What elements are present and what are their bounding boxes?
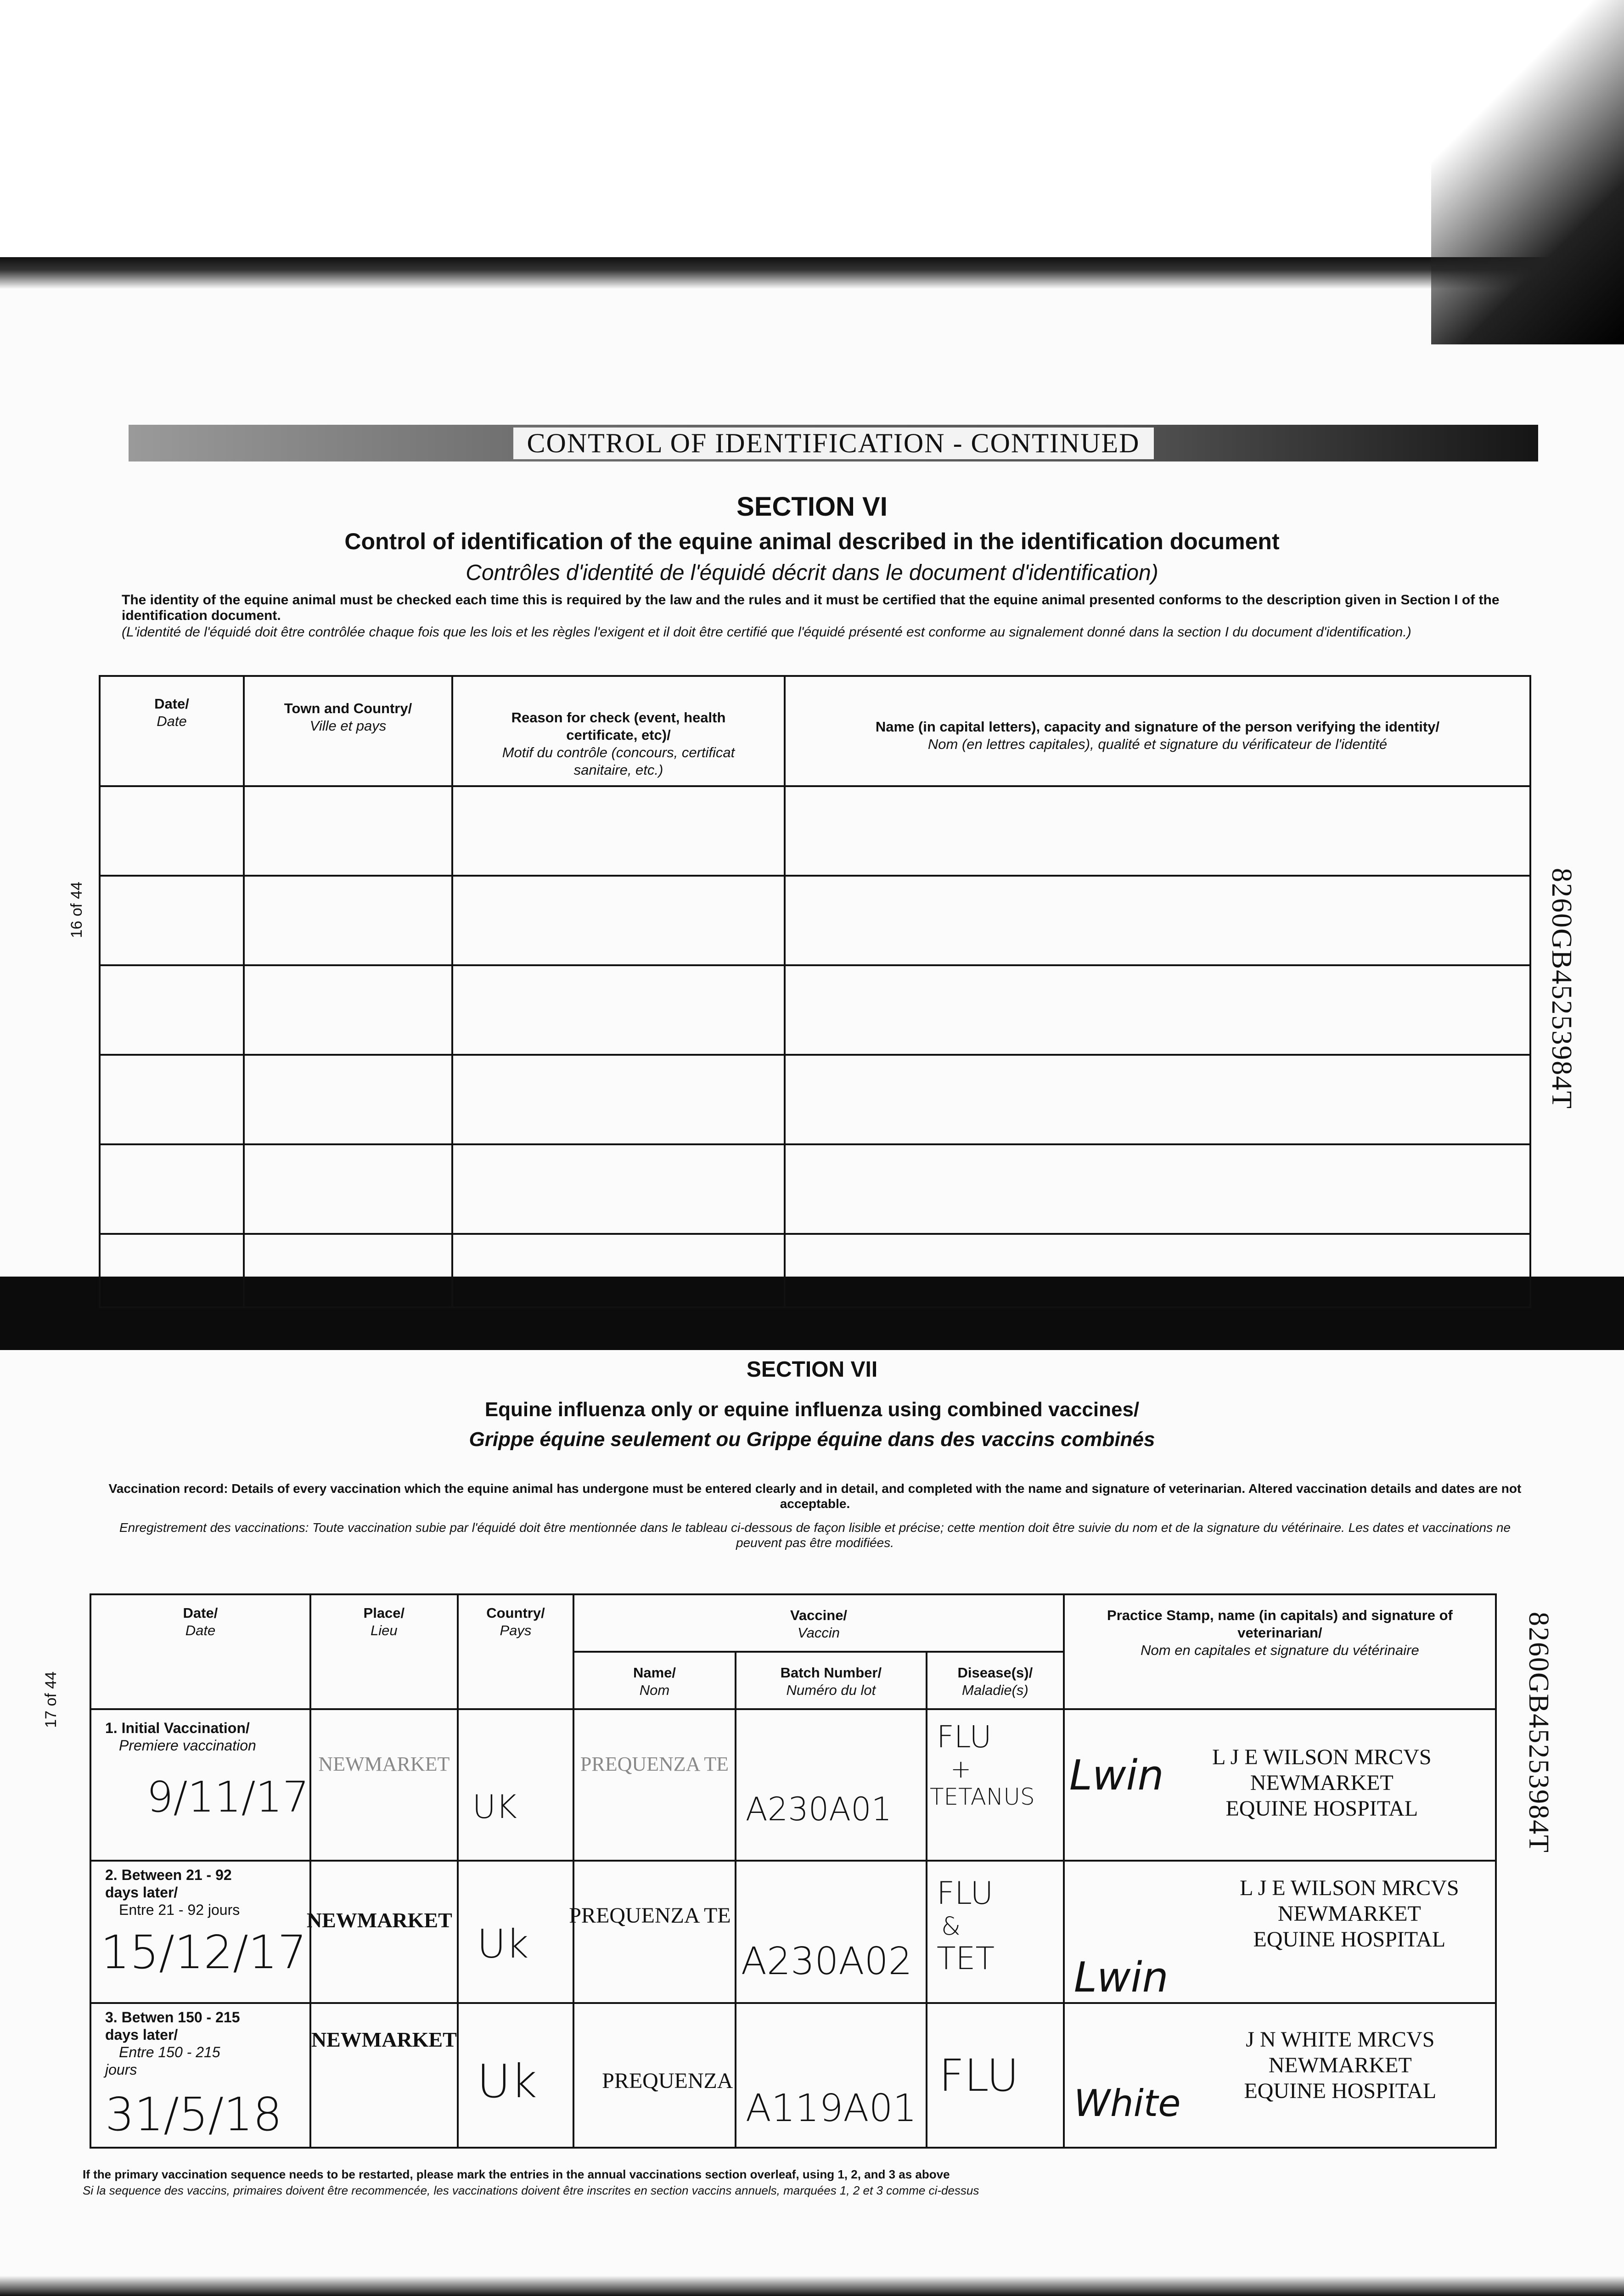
section6-label: SECTION VI bbox=[736, 492, 888, 522]
col-verifier-header: Name (in capital letters), capacity and signature of the person verifying the identity/ Nom (en lettres capitales), qualité et signature du vérificateur de l'identité bbox=[785, 676, 1530, 786]
table-row bbox=[100, 1055, 1530, 1144]
vacc-name-header: Name/ Nom bbox=[573, 1652, 736, 1709]
vacc-disease-cell[interactable]: FLU & TET bbox=[927, 1861, 1064, 2003]
vet-signature: Lwin bbox=[1069, 1751, 1164, 1800]
section6-title-en: Control of identification of the equine animal described in the identification document bbox=[344, 529, 1280, 554]
section6-intro-fr: (L'identité de l'équidé doit être contrôlée chaque fois que les lois et les règles l'exigent et il doit être certifié que l'équidé présenté est conforme au signalement donné dans la section I du document d'identification.) bbox=[122, 625, 1411, 640]
footnote-fr: Si la sequence des vaccins, primaires doivent être recommencée, les vaccinations doivent être inscrites en section vaccins annuels, marquées 1, 2 et 3 comme ci-dessus bbox=[83, 2183, 979, 2197]
vacc-name-cell[interactable]: PREQUENZA TE bbox=[573, 1861, 736, 2003]
table-row bbox=[100, 786, 1530, 876]
vacc-stamp-cell[interactable] bbox=[1064, 2003, 1496, 2148]
vacc-batch-header: Batch Number/ Numéro du lot bbox=[736, 1652, 927, 1709]
page-number-17: 17 of 44 bbox=[42, 1671, 60, 1728]
table-row bbox=[100, 876, 1530, 965]
vet-signature: White bbox=[1073, 2082, 1181, 2125]
vacc-place-cell[interactable]: NEWMARKET bbox=[310, 1861, 458, 2003]
vacc-country-cell[interactable]: Uk bbox=[458, 2003, 573, 2148]
vacc-date-cell[interactable]: 3. Betwen 150 - 215 days later/ Entre 150 - 215 jours 31/5/18 bbox=[90, 2003, 310, 2148]
table-row bbox=[100, 1234, 1530, 1307]
scan-shadow-bottom bbox=[0, 2275, 1624, 2296]
vacc-batch-cell[interactable]: A230A01 bbox=[736, 1709, 927, 1861]
banner-title: CONTROL OF IDENTIFICATION - CONTINUED bbox=[513, 428, 1154, 459]
vacc-date-value: 31/5/18 bbox=[105, 2088, 282, 2141]
vacc-place-cell[interactable]: NEWMARKET bbox=[310, 2003, 458, 2148]
vacc-stamp-header: Practice Stamp, name (in capitals) and signature of veterinarian/ Nom en capitales et signature du vétérinaire bbox=[1064, 1594, 1496, 1709]
section7-label: SECTION VII bbox=[746, 1357, 878, 1382]
section6-intro-en: The identity of the equine animal must be checked each time this is required by the law and the rules and it must be certified that the equine animal presented conforms to the description given in Section I of the identification document. bbox=[122, 592, 1500, 623]
vacc-name-cell[interactable]: PREQUENZA bbox=[573, 2003, 736, 2148]
vacc-place-cell[interactable]: NEWMARKET bbox=[310, 1709, 458, 1861]
vet-stamp: L J E WILSON MRCVS NEWMARKET EQUINE HOSPITAL bbox=[1212, 1745, 1432, 1821]
vacc-batch-cell[interactable]: A230A02 bbox=[736, 1861, 927, 2003]
vet-stamp: J N WHITE MRCVS NEWMARKET EQUINE HOSPITAL bbox=[1244, 2027, 1437, 2103]
vacc-disease-cell[interactable]: FLU bbox=[927, 2003, 1064, 2148]
section7-intro-en: Vaccination record: Details of every vaccination which the equine animal has undergone must be entered clearly and in detail, and completed with the name and signature of veterinarian. Altered vaccination details and dates are not acceptable. bbox=[108, 1481, 1522, 1511]
section7-title-en: Equine influenza only or equine influenza using combined vaccines/ bbox=[484, 1398, 1140, 1421]
section7-intro-fr: Enregistrement des vaccinations: Toute vaccination subie par l'équidé doit être mentionnée dans le tableau ci-dessous de façon lisible et précise; cette mention doit être suivie du nom et de la signature du vétérinaire. Les dates et vaccinations ne peuvent pas être modifiées. bbox=[119, 1520, 1511, 1550]
section6-title-fr: Contrôles d'identité de l'équidé décrit dans le document d'identification) bbox=[466, 561, 1158, 585]
section7-title-fr: Grippe équine seulement ou Grippe équine dans des vaccins combinés bbox=[469, 1428, 1155, 1451]
scan-shadow-top bbox=[0, 257, 1624, 289]
vaccination-table bbox=[90, 1593, 1497, 2149]
page-number-16: 16 of 44 bbox=[68, 882, 85, 938]
vaccination-row-3 bbox=[90, 2003, 1496, 2148]
vacc-date-cell[interactable]: 1. Initial Vaccination/ Premiere vaccination 9/11/17 bbox=[90, 1709, 310, 1861]
vacc-vaccine-header: Vaccine/ Vaccin bbox=[573, 1594, 1064, 1652]
scan-shadow-corner bbox=[1431, 0, 1624, 344]
vacc-country-header: Country/ Pays bbox=[458, 1594, 573, 1709]
passport-number-top: 8260GB45253984T bbox=[1546, 868, 1577, 1109]
vaccination-row-1 bbox=[90, 1709, 1496, 1861]
vacc-batch-cell[interactable]: A119A01 bbox=[736, 2003, 927, 2148]
vacc-name-cell[interactable]: PREQUENZA TE bbox=[573, 1709, 736, 1861]
col-date-header: Date/ Date bbox=[100, 676, 244, 786]
footnote-en: If the primary vaccination sequence needs to be restarted, please mark the entries in the annual vaccinations section overleaf, using 1, 2, and 3 as above bbox=[83, 2167, 950, 2181]
vacc-stamp-cell[interactable] bbox=[1064, 1709, 1496, 1861]
vacc-disease-header: Disease(s)/ Maladie(s) bbox=[927, 1652, 1064, 1709]
control-identification-banner bbox=[129, 425, 1538, 461]
table-row bbox=[100, 965, 1530, 1055]
vacc-country-cell[interactable]: UK bbox=[458, 1709, 573, 1861]
vet-stamp: L J E WILSON MRCVS NEWMARKET EQUINE HOSPITAL bbox=[1240, 1876, 1459, 1952]
vacc-date-cell[interactable]: 2. Between 21 - 92 days later/ Entre 21 - 92 jours 15/12/17 bbox=[90, 1861, 310, 2003]
vacc-date-value: 15/12/17 bbox=[101, 1925, 307, 1979]
vacc-stamp-cell[interactable] bbox=[1064, 1861, 1496, 2003]
vacc-disease-cell[interactable]: FLU + TETANUS bbox=[927, 1709, 1064, 1861]
col-town-header: Town and Country/ Ville et pays bbox=[244, 676, 452, 786]
identity-check-table bbox=[99, 675, 1531, 1308]
col-reason-header: Reason for check (event, health certificate, etc)/ Motif du contrôle (concours, certificat sanitaire, etc.) bbox=[452, 676, 785, 786]
vacc-country-cell[interactable]: Uk bbox=[458, 1861, 573, 2003]
table-row bbox=[100, 1144, 1530, 1234]
vacc-place-header: Place/ Lieu bbox=[310, 1594, 458, 1709]
vaccination-row-2 bbox=[90, 1861, 1496, 2003]
passport-number-bottom: 8260GB45253984T bbox=[1523, 1612, 1554, 1853]
vet-signature: Lwin bbox=[1073, 1953, 1169, 2002]
vacc-date-value: 9/11/17 bbox=[146, 1773, 309, 1822]
vacc-date-header: Date/ Date bbox=[90, 1594, 310, 1709]
